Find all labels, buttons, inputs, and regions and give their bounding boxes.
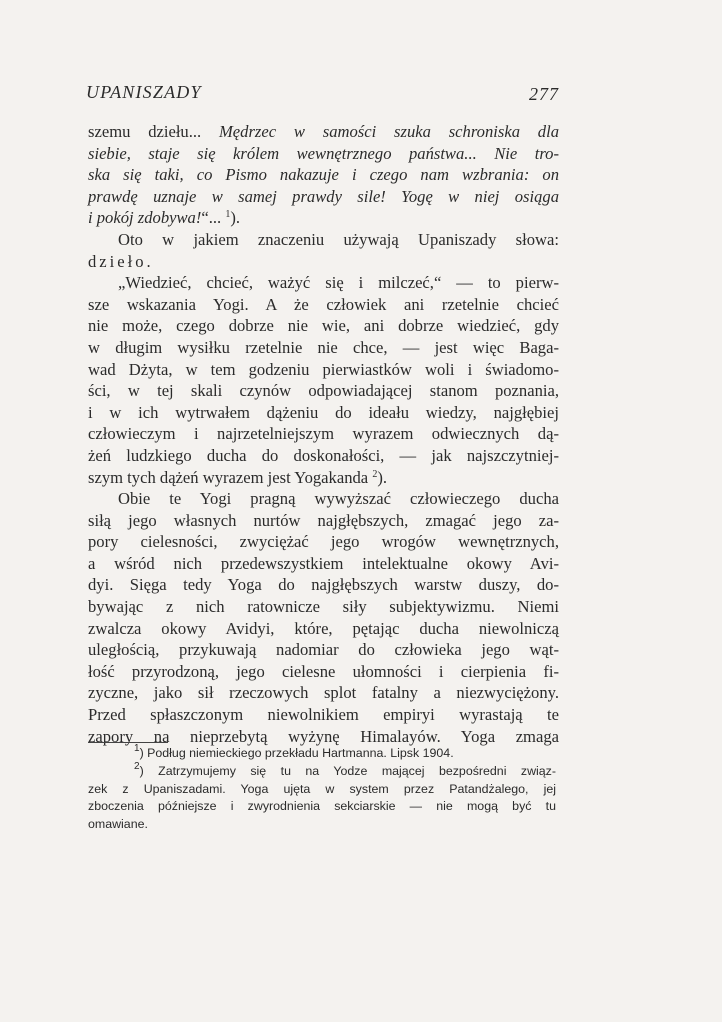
text-line: ska się taki, co Pismo nakazuje i czego nam wzbrania: on: [88, 165, 559, 185]
text-line: nie może, czego dobrze nie wie, ani dobrze wiedzieć, gdy: [88, 316, 559, 336]
body-text: [88, 121, 559, 747]
footnote-text: ) Zatrzymujemy się tu na Yodze mającej bezpośredni związ-: [139, 763, 556, 778]
text-line: a wśród nich przedewszystkiem intelektualne okowy Avi-: [88, 553, 559, 573]
text-line: żeń ludzkiego ducha do doskonałości, — jak najszczytniej-: [88, 445, 559, 465]
text-line: prawdę uznaje w samej prawdy sile! Yogę w niej osiąga: [88, 186, 559, 206]
text-run: ).: [230, 208, 241, 228]
text-run: ).: [377, 467, 388, 487]
running-header: [86, 82, 559, 108]
text-line: zapory na nieprzebytą wyżynę Himalayów. Yoga zmaga: [88, 726, 559, 746]
text-run: szym tych dążeń wyrazem jest Yogakanda: [88, 467, 373, 487]
text-line: [88, 207, 559, 229]
footnote-2: [88, 760, 556, 781]
text-line: łość przyrodzoną, jego cielesne ułomności i cierpienia fi-: [88, 661, 559, 681]
text-line: Przed spłaszczonym niewolnikiem empiryi wyrastają te: [88, 705, 559, 725]
paragraph-start: Oto w jakiem znaczeniu używają Upaniszady słowa:: [118, 229, 559, 249]
text-line: [88, 121, 559, 143]
paragraph-start: „Wiedzieć, chcieć, ważyć się i milczeć,“ — to pierw-: [118, 273, 559, 293]
text-run: szemu dziełu...: [88, 122, 219, 141]
text-run: “...: [201, 208, 226, 228]
text-line: [88, 467, 559, 489]
footnote-mark: 1: [134, 743, 140, 754]
footnote-ref: 1: [225, 209, 231, 221]
text-line: człowieczym i najrzetelniejszym wyrazem odwiecznych dą-: [88, 424, 559, 444]
footnote-1: [88, 745, 556, 763]
footnote-line: omawiane.: [88, 817, 148, 832]
text-line: w długim wysiłku rzetelnie nie chce, — jest więc Baga-: [88, 337, 559, 357]
text-line: dzieło.: [88, 251, 154, 271]
text-line: i w ich wytrwałem dążeniu do ideału wiedzy, najgłębiej: [88, 402, 559, 422]
footnote-line: zboczenia późniejsze i zwyrodnienia sekciarskie — nie mogą być tu: [88, 799, 556, 814]
footnote-ref: 2: [372, 468, 378, 480]
text-line: zwalcza okowy Avidyi, które, pętając ducha niewolniczą: [88, 618, 559, 638]
text-line: bywając z nich ratownicze siły subjektywizmu. Niemi: [88, 597, 559, 617]
text-line: sze wskazania Yogi. A że człowiek ani rzetelnie chcieć: [88, 294, 559, 314]
italic-quote: i pokój zdobywa!: [88, 208, 202, 228]
italic-quote: Mędrzec w samości szuka schroniska dla: [218, 122, 559, 141]
footnote-line: zek z Upaniszadami. Yoga ujęta w system przez Patandżalego, jej: [88, 781, 556, 796]
footnote-mark: 2: [134, 760, 140, 772]
paragraph-start: Obie te Yogi pragną wywyższać człowieczego ducha: [118, 489, 559, 509]
text-line: pory cielesności, zwyciężać jego wrogów wewnętrznych,: [88, 532, 559, 552]
text-line: ści, w tej skali czynów odpowiadającej stanom poznania,: [88, 381, 559, 401]
page-number: 277: [529, 84, 559, 104]
text-line: dyi. Sięga tedy Yoga do najgłębszych warstw duszy, do-: [88, 575, 559, 595]
text-line: siebie, staje się królem wewnętrznego państwa... Nie tro-: [88, 143, 559, 163]
text-line: zyczne, jako sił rzeczowych splot fatalny a niezwyciężony.: [88, 683, 559, 703]
text-line: wad Dżyta, w tem godzeniu pierwiastków woli i świadomo-: [88, 359, 559, 379]
running-title: UPANISZADY: [86, 82, 202, 102]
text-line: siłą jego własnych nurtów najgłębszych, zmagać jego za-: [88, 510, 559, 530]
text-line: uległością, przykuwają nadomiar do człowieka jego wąt-: [88, 640, 559, 660]
footnotes: [88, 745, 556, 834]
footnote-divider: [88, 742, 168, 743]
footnote-text: ) Podług niemieckiego przekładu Hartmanna. Lipsk 1904.: [139, 746, 454, 760]
